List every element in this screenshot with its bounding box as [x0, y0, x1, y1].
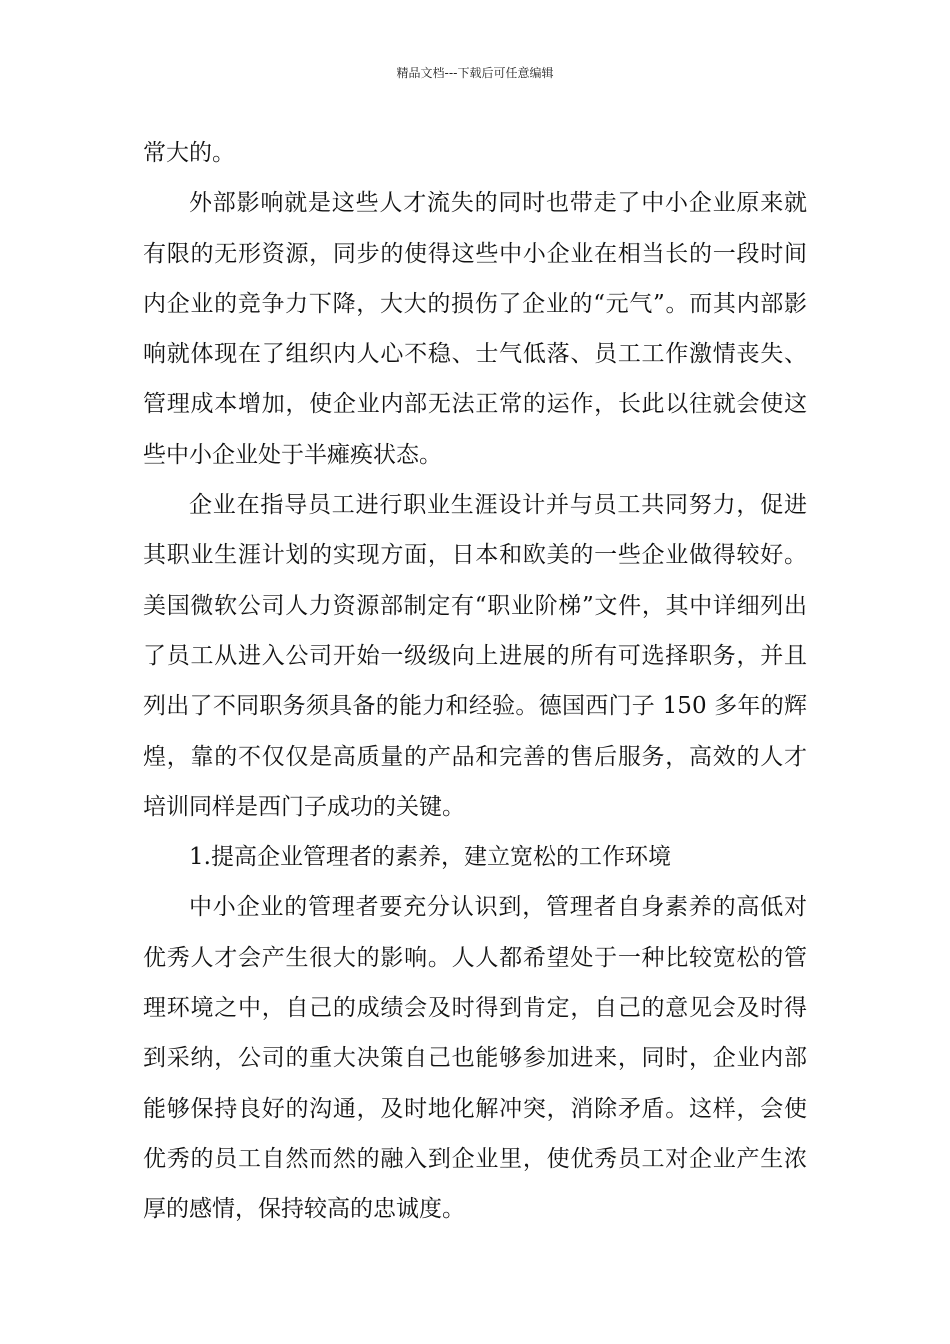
- paragraph-continuation: 常大的。: [143, 140, 235, 166]
- page-header: 精品文档---下载后可任意编辑: [396, 66, 554, 80]
- paragraph-management-environment: 中小企业的管理者要充分认识到，管理者自身素养的高低对优秀人才会产生很大的影响。人人都希望处于一种比较宽松的管理环境之中，自己的成绩会及时得到肯定，自己的意见会及时得到采纳，公司的重大决策自己也能够参加进来，同时，企业内部能够保持良好的沟通，及时地化解冲突，消除矛盾。这样，会使优秀的员工自然而然的融入到企业里，使优秀员工对企业产生浓厚的感情，保持较高的忠诚度。: [143, 894, 807, 1223]
- body-text: [143, 128, 807, 1235]
- section-heading: 1.提高企业管理者的素养，建立宽松的工作环境: [189, 844, 671, 871]
- paragraph-external-impact: 外部影响就是这些人才流失的同时也带走了中小企业原来就有限的无形资源，同步的使得这些中小企业在相当长的一段时间内企业的竞争力下降，大大的损伤了企业的“元气”。而其内部影响就体现在了组织内人心不稳、士气低落、员工工作激情丧失、管理成本增加，使企业内部无法正常的运作，长此以往就会使这些中小企业处于半瘫痪状态。: [143, 190, 807, 468]
- paragraph-career-planning: 企业在指导员工进行职业生涯设计并与员工共同努力，促进其职业生涯计划的实现方面，日本和欧美的一些企业做得较好。美国微软公司人力资源部制定有“职业阶梯”文件，其中详细列出了员工从进入公司开始一级级向上进展的所有可选择职务，并且列出了不同职务须具备的能力和经验。德国西门子 150 多年的辉煌，靠的不仅仅是高质量的产品和完善的售后服务，高效的人才培训同样是西门子成功的关键。: [143, 492, 807, 820]
